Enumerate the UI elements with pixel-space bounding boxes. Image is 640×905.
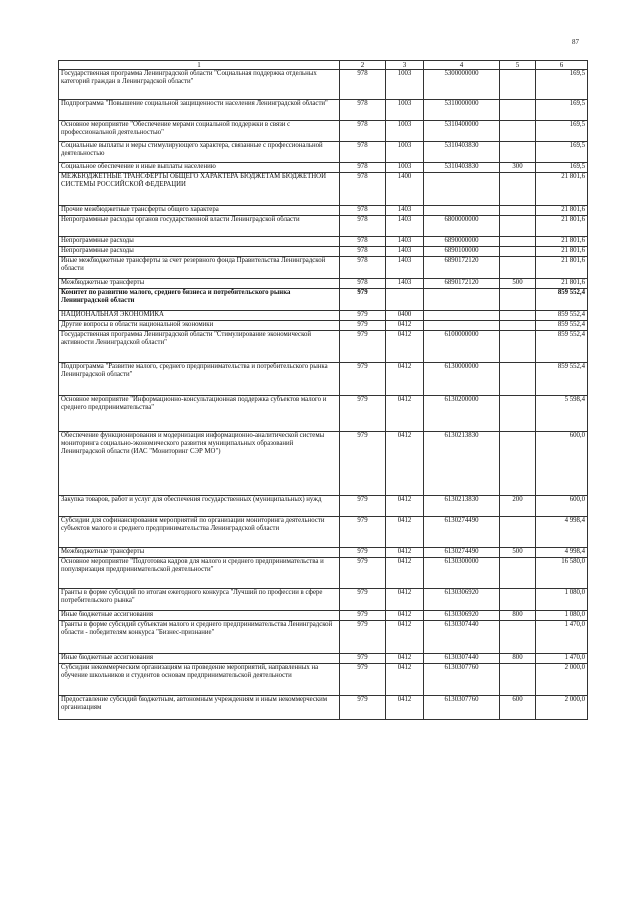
row-code-cell: 979 (340, 696, 386, 720)
row-name-cell: НАЦИОНАЛЬНАЯ ЭКОНОМИКА (59, 311, 340, 321)
row-target-article-cell (424, 206, 500, 216)
row-code-cell: 979 (340, 621, 386, 654)
row-name-cell: Другие вопросы в области национальной экономики (59, 321, 340, 331)
row-target-article-cell: 5300000000 (424, 70, 500, 100)
row-section-cell: 0412 (386, 321, 424, 331)
column-header-3: 3 (386, 61, 424, 70)
row-code-cell: 979 (340, 548, 386, 558)
row-amount-cell: 169,5 (536, 121, 588, 142)
table-row (59, 321, 588, 331)
row-expense-type-cell (500, 121, 536, 142)
row-target-article-cell: 6130213830 (424, 432, 500, 496)
row-target-article-cell: 6890172120 (424, 257, 500, 279)
row-target-article-cell: 6890000000 (424, 237, 500, 247)
row-name-cell: Прочие межбюджетные трансферты общего характера (59, 206, 340, 216)
row-name-cell: Гранты в форме субсидий субъектам малого и среднего предпринимательства Ленинградской области - победителям конкурса "Бизнес-признание" (59, 621, 340, 654)
row-amount-cell: 859 552,4 (536, 311, 588, 321)
row-expense-type-cell: 600 (500, 696, 536, 720)
table-row (59, 611, 588, 621)
row-amount-cell: 859 552,4 (536, 289, 588, 311)
row-section-cell: 0412 (386, 548, 424, 558)
row-section-cell: 1003 (386, 121, 424, 142)
table-row (59, 517, 588, 548)
row-name-cell: Межбюджетные трансферты (59, 279, 340, 289)
row-amount-cell: 4 998,4 (536, 517, 588, 548)
row-section-cell: 1003 (386, 70, 424, 100)
row-expense-type-cell (500, 558, 536, 589)
row-code-cell: 979 (340, 517, 386, 548)
row-section-cell: 1003 (386, 163, 424, 173)
row-target-article-cell: 6130307440 (424, 621, 500, 654)
row-code-cell: 978 (340, 142, 386, 163)
row-section-cell: 1003 (386, 142, 424, 163)
row-section-cell: 0412 (386, 396, 424, 432)
row-amount-cell: 169,5 (536, 70, 588, 100)
row-code-cell: 979 (340, 589, 386, 611)
row-amount-cell: 4 998,4 (536, 548, 588, 558)
table-row (59, 363, 588, 396)
row-target-article-cell: 5310403830 (424, 142, 500, 163)
table-row (59, 311, 588, 321)
row-code-cell: 978 (340, 206, 386, 216)
row-target-article-cell: 6130307440 (424, 654, 500, 664)
row-section-cell: 0412 (386, 589, 424, 611)
row-expense-type-cell (500, 589, 536, 611)
table-row (59, 496, 588, 517)
budget-table (58, 60, 588, 720)
table-row (59, 289, 588, 311)
column-header-6: 6 (536, 61, 588, 70)
row-target-article-cell: 6130000000 (424, 363, 500, 396)
row-target-article-cell: 6130274490 (424, 517, 500, 548)
row-expense-type-cell (500, 517, 536, 548)
table-row (59, 247, 588, 257)
row-name-cell: Предоставление субсидий бюджетным, автономным учреждениям и иным некоммерческим организациям (59, 696, 340, 720)
row-target-article-cell: 5310000000 (424, 100, 500, 121)
row-amount-cell: 1 470,0 (536, 621, 588, 654)
row-section-cell (386, 289, 424, 311)
row-code-cell: 978 (340, 257, 386, 279)
row-target-article-cell (424, 321, 500, 331)
row-name-cell: Социальное обеспечение и иные выплаты населению (59, 163, 340, 173)
row-name-cell: Подпрограмма "Повышение социальной защищенности населения Ленинградской области" (59, 100, 340, 121)
row-name-cell: Подпрограмма "Развитие малого, среднего предпринимательства и потребительского рынка Ленинградской области" (59, 363, 340, 396)
row-amount-cell: 21 801,6 (536, 206, 588, 216)
row-amount-cell: 1 080,0 (536, 589, 588, 611)
table-row (59, 589, 588, 611)
table-row (59, 257, 588, 279)
row-section-cell: 1403 (386, 279, 424, 289)
row-section-cell: 0412 (386, 496, 424, 517)
row-code-cell: 978 (340, 173, 386, 206)
row-amount-cell: 21 801,6 (536, 257, 588, 279)
table-row (59, 279, 588, 289)
row-amount-cell: 5 598,4 (536, 396, 588, 432)
row-name-cell: Комитет по развитию малого, среднего бизнеса и потребительского рынка Ленинградской области (59, 289, 340, 311)
row-code-cell: 979 (340, 432, 386, 496)
table-row (59, 121, 588, 142)
page-number: 87 (572, 38, 579, 46)
row-section-cell: 1403 (386, 206, 424, 216)
row-section-cell: 0412 (386, 696, 424, 720)
row-amount-cell: 169,5 (536, 142, 588, 163)
table-row (59, 173, 588, 206)
column-header-4: 4 (424, 61, 500, 70)
row-target-article-cell: 6800000000 (424, 216, 500, 237)
row-target-article-cell: 6130307760 (424, 664, 500, 696)
row-name-cell: Иные бюджетные ассигнования (59, 611, 340, 621)
row-name-cell: Государственная программа Ленинградской области "Социальная поддержка отдельных категорий граждан в Ленинградской области" (59, 70, 340, 100)
row-code-cell: 979 (340, 396, 386, 432)
column-header-5: 5 (500, 61, 536, 70)
row-amount-cell: 21 801,6 (536, 237, 588, 247)
row-code-cell: 978 (340, 70, 386, 100)
column-header-2: 2 (340, 61, 386, 70)
row-target-article-cell: 6130306920 (424, 611, 500, 621)
row-amount-cell: 21 801,6 (536, 173, 588, 206)
row-section-cell: 1403 (386, 257, 424, 279)
row-target-article-cell: 6890100000 (424, 247, 500, 257)
row-amount-cell: 2 000,0 (536, 664, 588, 696)
row-expense-type-cell (500, 311, 536, 321)
row-target-article-cell: 6100000000 (424, 331, 500, 363)
row-code-cell: 979 (340, 611, 386, 621)
row-code-cell: 978 (340, 163, 386, 173)
row-expense-type-cell (500, 142, 536, 163)
row-expense-type-cell: 800 (500, 654, 536, 664)
row-target-article-cell: 6890172120 (424, 279, 500, 289)
row-expense-type-cell (500, 621, 536, 654)
row-expense-type-cell (500, 363, 536, 396)
row-amount-cell: 859 552,4 (536, 331, 588, 363)
table-row (59, 142, 588, 163)
row-section-cell: 1403 (386, 237, 424, 247)
table-row (59, 621, 588, 654)
row-amount-cell: 600,0 (536, 496, 588, 517)
row-name-cell: Иные бюджетные ассигнования (59, 654, 340, 664)
row-amount-cell: 16 580,0 (536, 558, 588, 589)
row-expense-type-cell (500, 257, 536, 279)
row-name-cell: Непрограммные расходы (59, 237, 340, 247)
row-name-cell: Социальные выплаты и меры стимулирующего характера, связанные с профессиональной деятельностью (59, 142, 340, 163)
table-row (59, 70, 588, 100)
row-section-cell: 0400 (386, 311, 424, 321)
row-section-cell: 0412 (386, 331, 424, 363)
row-name-cell: Межбюджетные трансферты (59, 548, 340, 558)
row-section-cell: 0412 (386, 621, 424, 654)
row-section-cell: 0412 (386, 654, 424, 664)
row-name-cell: Основное мероприятие "Обеспечение мерами социальной поддержки в связи с профессиональной деятельностью" (59, 121, 340, 142)
table-row (59, 206, 588, 216)
row-amount-cell: 859 552,4 (536, 363, 588, 396)
row-code-cell: 978 (340, 121, 386, 142)
row-code-cell: 979 (340, 289, 386, 311)
row-section-cell: 0412 (386, 432, 424, 496)
row-expense-type-cell (500, 247, 536, 257)
row-expense-type-cell: 300 (500, 163, 536, 173)
table-body (59, 70, 588, 720)
row-target-article-cell (424, 173, 500, 206)
row-code-cell: 978 (340, 237, 386, 247)
row-amount-cell: 859 552,4 (536, 321, 588, 331)
row-code-cell: 979 (340, 321, 386, 331)
row-code-cell: 979 (340, 558, 386, 589)
table-row (59, 331, 588, 363)
table-row (59, 654, 588, 664)
row-name-cell: Непрограммные расходы органов государственной власти Ленинградской области (59, 216, 340, 237)
row-expense-type-cell (500, 206, 536, 216)
row-section-cell: 0412 (386, 517, 424, 548)
row-expense-type-cell (500, 70, 536, 100)
row-code-cell: 979 (340, 664, 386, 696)
row-section-cell: 1003 (386, 100, 424, 121)
row-expense-type-cell (500, 331, 536, 363)
row-expense-type-cell (500, 289, 536, 311)
row-expense-type-cell (500, 396, 536, 432)
row-code-cell: 978 (340, 100, 386, 121)
row-code-cell: 979 (340, 363, 386, 396)
row-amount-cell: 21 801,6 (536, 247, 588, 257)
row-target-article-cell: 5310400000 (424, 121, 500, 142)
row-name-cell: Гранты в форме субсидий по итогам ежегодного конкурса "Лучший по профессии в сфере потребительского рынка" (59, 589, 340, 611)
row-name-cell: МЕЖБЮДЖЕТНЫЕ ТРАНСФЕРТЫ ОБЩЕГО ХАРАКТЕРА БЮДЖЕТАМ БЮДЖЕТНОЙ СИСТЕМЫ РОССИЙСКОЙ ФЕДЕРАЦИИ (59, 173, 340, 206)
row-target-article-cell: 6130274490 (424, 548, 500, 558)
row-code-cell: 979 (340, 331, 386, 363)
row-section-cell: 0412 (386, 611, 424, 621)
column-header-1: 1 (59, 61, 340, 70)
row-code-cell: 979 (340, 654, 386, 664)
row-section-cell: 0412 (386, 558, 424, 589)
row-code-cell: 979 (340, 311, 386, 321)
row-section-cell: 0412 (386, 363, 424, 396)
row-name-cell: Иные межбюджетные трансферты за счет резервного фонда Правительства Ленинградской области (59, 257, 340, 279)
row-expense-type-cell: 200 (500, 496, 536, 517)
table-row (59, 664, 588, 696)
table-row (59, 163, 588, 173)
row-name-cell: Закупка товаров, работ и услуг для обеспечения государственных (муниципальных) нужд (59, 496, 340, 517)
row-section-cell: 0412 (386, 664, 424, 696)
row-name-cell: Основное мероприятие "Информационно-консультационная поддержка субъектов малого и среднего предпринимательства" (59, 396, 340, 432)
row-expense-type-cell (500, 664, 536, 696)
row-code-cell: 978 (340, 216, 386, 237)
row-expense-type-cell (500, 321, 536, 331)
row-expense-type-cell (500, 216, 536, 237)
row-amount-cell: 2 000,0 (536, 696, 588, 720)
table-row (59, 396, 588, 432)
row-name-cell: Субсидии некоммерческим организациям на проведение мероприятий, направленных на обучение школьников и студентов основам предпринимательской деятельности (59, 664, 340, 696)
table-header-row (59, 61, 588, 70)
row-amount-cell: 1 080,0 (536, 611, 588, 621)
row-target-article-cell: 6130307760 (424, 696, 500, 720)
row-target-article-cell: 6130213830 (424, 496, 500, 517)
row-name-cell: Основное мероприятие "Подготовка кадров для малого и среднего предпринимательства и популяризация предпринимательской деятельности" (59, 558, 340, 589)
row-target-article-cell (424, 311, 500, 321)
table-row (59, 432, 588, 496)
row-target-article-cell: 6130300000 (424, 558, 500, 589)
row-amount-cell: 1 470,0 (536, 654, 588, 664)
row-expense-type-cell: 500 (500, 279, 536, 289)
row-code-cell: 979 (340, 496, 386, 517)
table-row (59, 216, 588, 237)
row-section-cell: 1400 (386, 173, 424, 206)
row-amount-cell: 21 801,6 (536, 216, 588, 237)
row-expense-type-cell (500, 173, 536, 206)
table-row (59, 696, 588, 720)
row-section-cell: 1403 (386, 247, 424, 257)
table-row (59, 548, 588, 558)
row-amount-cell: 21 801,6 (536, 279, 588, 289)
row-code-cell: 978 (340, 247, 386, 257)
row-expense-type-cell (500, 432, 536, 496)
row-target-article-cell (424, 289, 500, 311)
row-expense-type-cell (500, 237, 536, 247)
row-name-cell: Государственная программа Ленинградской области "Стимулирование экономической активности Ленинградской области" (59, 331, 340, 363)
table-row (59, 558, 588, 589)
row-expense-type-cell: 500 (500, 548, 536, 558)
row-name-cell: Субсидии для софинансирования мероприятий по организации мониторинга деятельности субъектов малого и среднего предпринимательства Ленинградской области (59, 517, 340, 548)
row-target-article-cell: 5310403830 (424, 163, 500, 173)
row-expense-type-cell (500, 100, 536, 121)
row-target-article-cell: 6130306920 (424, 589, 500, 611)
table-row (59, 237, 588, 247)
table-row (59, 100, 588, 121)
row-amount-cell: 169,5 (536, 163, 588, 173)
row-amount-cell: 169,5 (536, 100, 588, 121)
row-code-cell: 978 (340, 279, 386, 289)
row-target-article-cell: 6130200000 (424, 396, 500, 432)
row-name-cell: Непрограммные расходы (59, 247, 340, 257)
row-expense-type-cell: 800 (500, 611, 536, 621)
row-amount-cell: 600,0 (536, 432, 588, 496)
row-section-cell: 1403 (386, 216, 424, 237)
row-name-cell: Обеспечение функционирования и модернизация информационно-аналитической системы мониторинга социально-экономического развития муниципальных образований Ленинградской области (ИАС "Мониторинг СЭР МО") (59, 432, 340, 496)
